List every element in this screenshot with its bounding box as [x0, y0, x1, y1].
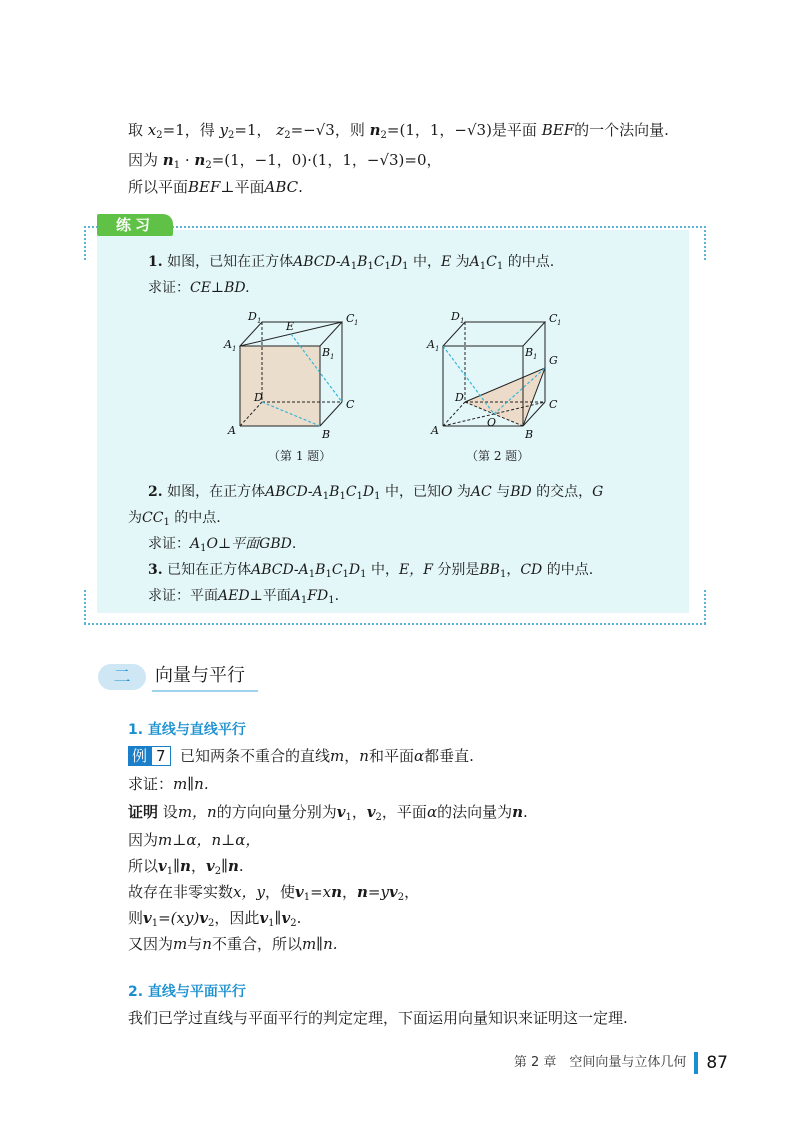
point-e: E [440, 254, 452, 270]
text: 所以 [128, 857, 159, 875]
point-o: O [440, 484, 453, 500]
label-c1: C [549, 312, 558, 325]
final-line: 我们已学过直线与平面平行的判定定理，下面运用向量知识来证明这一定理. [128, 1009, 628, 1027]
text: . [298, 178, 303, 196]
vec-n1: n [162, 151, 174, 169]
exercise-q3: 3. 已知在正方体ABCD-$A_1B_1C_1D_1$ 中，E，F 分别是$BB_1$，CD 的中点. [148, 562, 594, 580]
var-x2: x [147, 121, 157, 139]
cube-name: ABCD-A [293, 254, 351, 270]
plane-aed: AED [218, 588, 250, 604]
text-line-2: 因为 $n_1 \cdot n_2=(1$，−1，0)·(1，1，−√3)=0， [128, 151, 442, 171]
example-text [180, 746, 474, 766]
text: 如图，在正方体 [167, 484, 266, 500]
text: 因为 [128, 831, 159, 849]
segment-bb1: BB [479, 562, 500, 578]
example-badge [128, 746, 171, 766]
exercise-q3-prove: 求证：平面AED⊥平面$A_1FD_1$. [148, 588, 340, 606]
statement: O⊥平面 [206, 536, 260, 552]
svg-text:1: 1 [533, 353, 538, 361]
vec-v2: v [281, 909, 291, 927]
label-c1: C [346, 312, 355, 325]
label-d1: D [248, 310, 257, 323]
vec-v2: v [366, 803, 376, 821]
text: 不重合，所以 [211, 935, 302, 953]
exercise-border-bottom [84, 623, 706, 625]
proof-line-1: 证明 设m，n的方向向量分别为$v_1$，$v_2$，平面α的法向量为n. [128, 803, 528, 823]
vars: x，y [233, 883, 265, 901]
text: 中， [412, 254, 441, 270]
text: 求证： [148, 536, 190, 552]
text: 则 [128, 909, 144, 927]
footer-bar [694, 1052, 698, 1074]
plane-bef: BEF [541, 121, 575, 139]
statement: A [190, 536, 201, 552]
text: 的方向向量分别为 [216, 803, 337, 821]
point-g: G [592, 484, 604, 500]
label-d: D [254, 391, 263, 404]
vec-n: n [228, 857, 239, 875]
text: ， [404, 883, 420, 901]
page-footer [514, 1052, 728, 1074]
label-d1: D [451, 310, 460, 323]
exercise-q2-prove: 求证：$A_1O\perp$平面GBD. [148, 536, 297, 554]
text: 求证： [148, 280, 190, 296]
text: . [523, 803, 528, 821]
text: 分别是 [437, 562, 480, 578]
var-n: n [202, 935, 212, 953]
vec-n: n [331, 883, 342, 901]
text-line-1: 取 $x_2=1$，得 $y_2=1$， $z_2=-√3$，则 $n_2=(1$，1，−√3)是平面 BEF的一个法向量. [128, 121, 669, 141]
text: ，平面 [381, 803, 427, 821]
figure-1 [222, 308, 372, 458]
label-a1: A [224, 338, 232, 351]
text: ⊥平面 [220, 178, 265, 196]
proof-line-5: 则$v_1=(xy)v_2$，因此$v_1\parallel v_2$. [128, 909, 302, 929]
text: =(1，−1，0)·(1，1，−√3)=0， [211, 151, 442, 169]
vec-n: n [512, 803, 523, 821]
text: =−√3，则 [290, 121, 365, 139]
text: 已知在正方体 [167, 562, 252, 578]
proof-label: 证明 [128, 803, 159, 821]
q-number: 3. [148, 562, 163, 578]
vec-n: n [180, 857, 191, 875]
text: 与 [496, 484, 511, 500]
page-number: 87 [706, 1053, 728, 1073]
statement: m∥n. [173, 775, 209, 793]
text: 为 [456, 484, 471, 500]
text: ∥ [173, 857, 181, 875]
segment-bd: BD [510, 484, 532, 500]
exercise-border [704, 226, 706, 260]
points-ef: E，F [398, 562, 433, 578]
statement: m∥n. [301, 935, 338, 953]
text: =1， [234, 121, 272, 139]
text: 故存在非零实数 [128, 883, 234, 901]
cube-name: ABCD-A [265, 484, 323, 500]
label-b: B [525, 428, 534, 441]
text: 中，已知 [384, 484, 441, 500]
figure-2-caption: （第 2 题） [466, 449, 530, 463]
plane-abc: ABC [264, 178, 299, 196]
var-m: m [173, 935, 188, 953]
svg-text:1: 1 [232, 345, 237, 353]
face-fill [240, 346, 320, 426]
plane-gbd: GBD [259, 536, 292, 552]
expr: =x [310, 883, 332, 901]
var-alpha: α [413, 747, 425, 765]
text: 已知两条不重合的直线 [180, 747, 331, 765]
label-b: B [322, 428, 331, 441]
vec-n: n [357, 883, 368, 901]
exercise-q2: 2. 如图，在正方体ABCD-$A_1B_1C_1D_1$ 中，已知O 为AC 与BD 的交点，G [148, 484, 604, 502]
text: ， [351, 803, 367, 821]
segment-cc1: CC [142, 510, 164, 526]
text: . [296, 909, 302, 927]
text: 的一个法向量. [574, 121, 669, 139]
exercise-border [704, 590, 706, 624]
label-o: O [487, 416, 497, 429]
exercise-border-top [84, 226, 706, 228]
q-number: 1. [148, 254, 163, 270]
svg-text:1: 1 [557, 319, 562, 327]
exercise-border [84, 226, 86, 260]
figure-1-caption: （第 1 题） [268, 449, 332, 463]
svg-text:1: 1 [257, 317, 262, 325]
subsection-1-title: 1. 直线与直线平行 [128, 722, 246, 738]
segment: A [469, 254, 480, 270]
vec-v1: v [336, 803, 346, 821]
label-b1: B [525, 346, 534, 359]
vec-v1: v [259, 909, 269, 927]
var-m: m [330, 747, 345, 765]
text: 所以平面 [128, 178, 189, 196]
proof-line-6 [128, 934, 338, 954]
q-number: 2. [148, 484, 163, 500]
example-label: 例 [128, 746, 151, 766]
text: 的中点. [507, 254, 555, 270]
exercise-q1: 1. 如图，已知在正方体ABCD-$A_1B_1C_1D_1$ 中，E 为$A_1C_1$ 的中点. [148, 254, 555, 272]
text: ∥ [221, 857, 228, 875]
label-a1: A [427, 338, 435, 351]
exercise-tag: 练习 [97, 214, 173, 236]
vec-n2: n [369, 121, 381, 139]
cube-name: ABCD-A [251, 562, 309, 578]
text: 的中点. [546, 562, 594, 578]
vec-v2: v [205, 857, 215, 875]
label-c: C [549, 398, 558, 411]
text: 求证： [128, 775, 174, 793]
vec-v1: v [294, 883, 304, 901]
plane-bef: BEF [188, 178, 221, 196]
exercise-q2-line2: 为$CC_1$ 的中点. [128, 510, 221, 528]
var-alpha: α [426, 803, 438, 821]
section-title: 向量与平行 [155, 665, 245, 686]
proof-line-3: 所以$v_1\parallel n$，$v_2\parallel n$. [128, 857, 244, 877]
plane-a1fd1: A [290, 588, 301, 604]
section-underline [152, 690, 258, 692]
vars: m，n [177, 803, 217, 821]
text: 设 [162, 803, 178, 821]
exercise-border [84, 590, 86, 624]
text-line-3 [128, 177, 303, 197]
example-prove [128, 774, 209, 794]
text: 的中点. [174, 510, 221, 526]
label-b1: B [322, 346, 331, 359]
text: ， [190, 857, 206, 875]
text: 因为 [128, 151, 159, 169]
text: ， [506, 562, 521, 578]
text: 为 [455, 254, 470, 270]
text: ， [342, 883, 358, 901]
text: . [291, 536, 297, 552]
vec-v2: v [388, 883, 398, 901]
segment-ac: AC [470, 484, 492, 500]
label-e: E [286, 320, 295, 333]
var-y2: y [219, 121, 229, 139]
text: · [184, 151, 190, 169]
subsection-2-title: 2. 直线与平面平行 [128, 984, 246, 1000]
example-number: 7 [151, 746, 171, 766]
var-z2: z [276, 121, 285, 139]
exercise-q1-prove [148, 278, 250, 298]
label-a: A [228, 424, 236, 437]
label-d: D [455, 391, 464, 404]
text: 取 [128, 121, 144, 139]
expr: =y [367, 883, 389, 901]
proof-line-2 [128, 830, 260, 850]
vec-n2: n [194, 151, 206, 169]
text: 中， [370, 562, 399, 578]
statement: CE⊥BD. [190, 280, 250, 296]
expr: =(xy) [158, 909, 200, 927]
text: ∥ [274, 909, 282, 927]
svg-text:1: 1 [435, 345, 440, 353]
text: 与 [187, 935, 203, 953]
statement: m⊥α，n⊥α， [158, 831, 261, 849]
text: ，因此 [214, 909, 260, 927]
text: 的交点， [536, 484, 593, 500]
label-g: G [549, 354, 558, 367]
text: ， [344, 747, 360, 765]
section-number: 二 [98, 664, 146, 690]
label-a: A [431, 424, 439, 437]
svg-text:1: 1 [330, 353, 335, 361]
text: 如图，已知在正方体 [167, 254, 294, 270]
figure-2 [425, 308, 575, 458]
text: 都垂直. [424, 747, 474, 765]
text: 又因为 [128, 935, 174, 953]
text: 和平面 [368, 747, 414, 765]
text: ⊥平面 [249, 588, 291, 604]
text: =(1，1，−√3)是平面 [386, 121, 537, 139]
chapter-label: 第 2 章 空间向量与立体几何 [513, 1055, 687, 1070]
text: . [334, 588, 340, 604]
label-c: C [346, 398, 355, 411]
text: . [238, 857, 244, 875]
vec-v2: v [199, 909, 209, 927]
text: =1，得 [162, 121, 215, 139]
text: 为 [128, 510, 142, 526]
vec-v1: v [158, 857, 167, 875]
var-n: n [359, 747, 369, 765]
proof-line-4: 故存在非零实数x，y，使$v_1=xn$，$n=yv_2$， [128, 883, 420, 903]
vec-v1: v [143, 909, 152, 927]
segment-cd: CD [520, 562, 543, 578]
text: ，使 [264, 883, 295, 901]
text: 的法向量为 [437, 803, 513, 821]
text: 求证：平面 [148, 588, 218, 604]
svg-text:1: 1 [354, 319, 359, 327]
svg-text:1: 1 [460, 317, 465, 325]
